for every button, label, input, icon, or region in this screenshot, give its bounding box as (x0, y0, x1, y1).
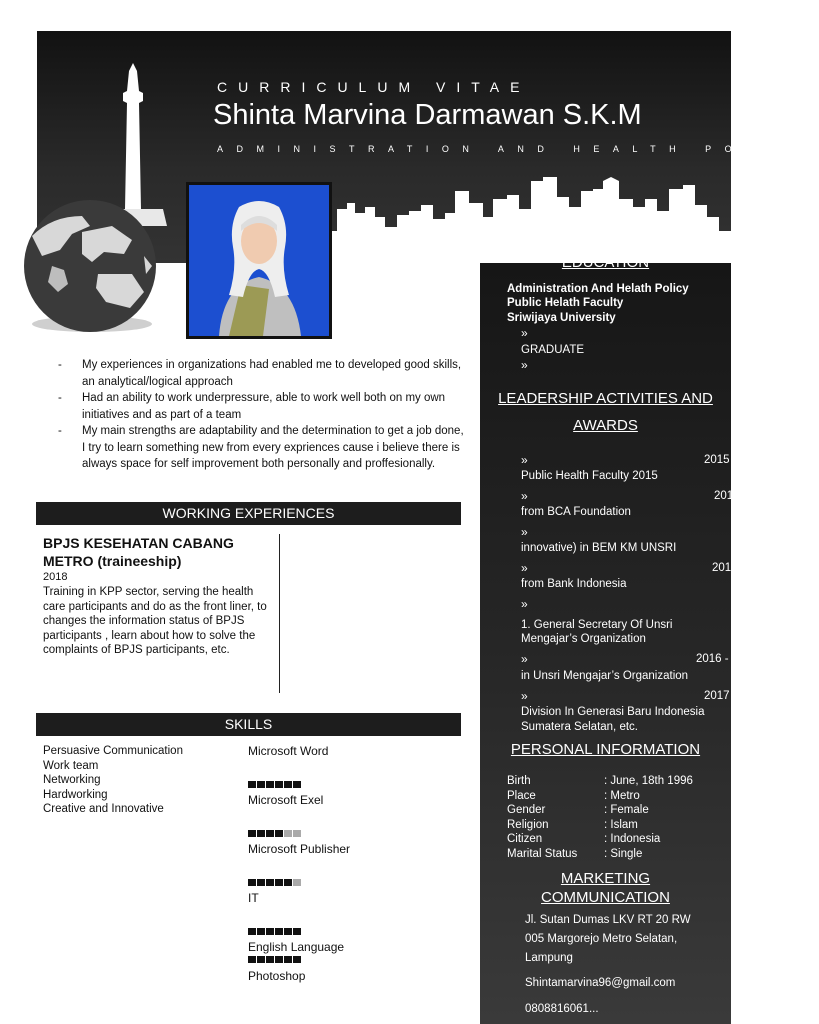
personal-value: : Single (604, 848, 643, 860)
rating-square-filled (275, 879, 283, 886)
personal-row (507, 833, 661, 845)
contact-title: MARKETING (560, 870, 651, 887)
contact-address: Lampung (525, 952, 573, 964)
rating-square-filled (248, 956, 256, 963)
rating-square-filled (275, 956, 283, 963)
personal-row (507, 819, 638, 831)
rating-square-filled (257, 879, 265, 886)
personal-label: Birth (507, 775, 531, 787)
personal-value: : Metro (604, 790, 640, 802)
rating-square-filled (266, 928, 274, 935)
rating-square-filled (293, 928, 301, 935)
chevron-right-icon: » (521, 652, 528, 666)
award-year: 2016 - (696, 653, 729, 665)
personal-row (507, 848, 643, 860)
contact-phone: 0808816061... (525, 1003, 599, 1015)
rating-square-filled (266, 879, 274, 886)
personal-label: Marital Status (507, 848, 578, 860)
rating-square-filled (275, 781, 283, 788)
rating-square-filled (284, 956, 292, 963)
tool-skill-name: Photoshop (248, 969, 306, 983)
award-text: innovative) in BEM KM UNSRI (521, 542, 677, 554)
contact-title: COMMUNICATION (541, 889, 670, 906)
personal-row (507, 804, 649, 816)
award-text: from Bank Indonesia (521, 578, 627, 590)
chevron-right-icon: » (521, 561, 528, 575)
personal-row (507, 790, 640, 802)
skill-rating (248, 781, 301, 788)
about-item: - Had an ability to work underpressure, able to work well both on my own initiatives and as part of a team (58, 390, 470, 423)
soft-skill: Persuasive Communication (43, 745, 183, 757)
profile-photo (186, 182, 332, 339)
personal-value: : June, 18th 1996 (604, 775, 693, 787)
rating-square-filled (248, 928, 256, 935)
cv-label: CURRICULUM VITAE (217, 79, 531, 95)
personal-value: : Female (604, 804, 649, 816)
rating-square-filled (284, 879, 292, 886)
personal-value: : Islam (604, 819, 638, 831)
award-year: 201 (712, 562, 732, 574)
about-list (58, 357, 470, 473)
award-text: Division In Generasi Baru Indonesia (521, 706, 705, 718)
chevron-right-icon: » (521, 453, 528, 467)
tool-skill-name: Microsoft Word (248, 744, 329, 758)
contact-address: 005 Margorejo Metro Selatan, (525, 933, 678, 945)
person-avatar-icon (189, 185, 329, 336)
work-description: Training in KPP sector, serving the health care participants and do as the front liner, to changes the information status of BPJS participants , learn about how to solve the complaints of BPJS participants, etc. (43, 586, 267, 657)
award-year: 2015 (704, 454, 730, 466)
award-text: in Unsri Mengajar’s Organization (521, 670, 689, 682)
tool-skill-name: Microsoft Publisher (248, 842, 351, 856)
chevron-right-icon: » (521, 597, 528, 611)
award-text: Mengajar’s Organization (521, 633, 646, 645)
soft-skill: Creative and Innovative (43, 803, 164, 816)
tool-skill-name: IT (248, 891, 259, 905)
tool-skill-name: English Language (248, 940, 345, 954)
chevron-right-icon: » (521, 489, 528, 503)
skill-rating (248, 956, 301, 963)
about-item: - My main strengths are adaptability and the determination to get a job done, I try to learn something new from every expriences cause i believe there is always space for self improvement both personally and proffesionally. (58, 423, 470, 473)
contact-address: Jl. Sutan Dumas LKV RT 20 RW (525, 914, 691, 926)
personal-label: Gender (507, 804, 546, 816)
education-title: EDUCATION (561, 254, 650, 271)
soft-skills-list (43, 744, 183, 817)
rating-square-filled (293, 956, 301, 963)
soft-skill: Work team (43, 759, 99, 772)
skill-rating (248, 830, 301, 837)
chevron-right-icon: » (521, 326, 528, 340)
rating-square-filled (284, 928, 292, 935)
rating-square-filled (275, 830, 283, 837)
education-line: Public Helath Faculty (507, 297, 624, 309)
rating-square-filled (293, 781, 301, 788)
rating-square-filled (257, 830, 265, 837)
rating-square-empty (284, 830, 292, 837)
work-section-title: WORKING EXPERIENCES (36, 502, 461, 525)
globe-icon (12, 196, 172, 336)
award-text: 1. General Secretary Of Unsri (521, 619, 673, 631)
personal-label: Citizen (507, 833, 543, 845)
personal-label: Place (507, 790, 536, 802)
rating-square-filled (275, 928, 283, 935)
chevron-right-icon: » (521, 525, 528, 539)
education-status: GRADUATE (521, 344, 585, 356)
rating-square-filled (266, 781, 274, 788)
award-year: 2017 (704, 690, 730, 702)
rating-square-filled (266, 956, 274, 963)
award-text: Public Health Faculty 2015 (521, 470, 658, 482)
rating-square-filled (248, 830, 256, 837)
candidate-name: Shinta Marvina Darmawan S.K.M (213, 99, 642, 131)
rating-square-filled (284, 781, 292, 788)
skill-rating (248, 879, 301, 886)
skill-rating (248, 928, 301, 935)
tool-skill-name: Microsoft Exel (248, 793, 324, 807)
chevron-right-icon: » (521, 358, 528, 372)
rating-square-filled (266, 830, 274, 837)
rating-square-filled (257, 781, 265, 788)
candidate-subtitle: ADMINISTRATION AND HEALTH POLICY (217, 144, 819, 154)
rating-square-empty (293, 830, 301, 837)
rating-square-filled (257, 956, 265, 963)
rating-square-filled (257, 928, 265, 935)
sidebar (480, 254, 734, 1024)
award-year: 201 (714, 490, 734, 502)
work-year: 2018 (43, 571, 68, 583)
divider (279, 534, 280, 693)
award-text: Sumatera Selatan, etc. (521, 721, 638, 733)
rating-square-filled (248, 781, 256, 788)
rating-square-empty (293, 879, 301, 886)
personal-label: Religion (507, 819, 549, 831)
leadership-title: AWARDS (573, 417, 638, 434)
education-line: Administration And Helath Policy (507, 283, 689, 295)
leadership-title: LEADERSHIP ACTIVITIES AND (498, 390, 713, 407)
skills-section-title: SKILLS (36, 713, 461, 736)
contact-email: Shintamarvina96@gmail.com (525, 977, 676, 989)
education-line: Sriwijaya University (507, 312, 616, 324)
soft-skill: Hardworking (43, 788, 108, 801)
personal-row (507, 775, 693, 787)
personal-title: PERSONAL INFORMATION (510, 741, 701, 758)
chevron-right-icon: » (521, 689, 528, 703)
work-company: BPJS KESEHATAN CABANG METRO (traineeship) (43, 535, 234, 569)
rating-square-filled (248, 879, 256, 886)
soft-skill: Networking (43, 774, 101, 787)
award-text: from BCA Foundation (521, 506, 631, 518)
personal-value: : Indonesia (604, 833, 661, 845)
about-item: - My experiences in organizations had enabled me to developed good skills, an analytical/logical approach (58, 357, 470, 390)
